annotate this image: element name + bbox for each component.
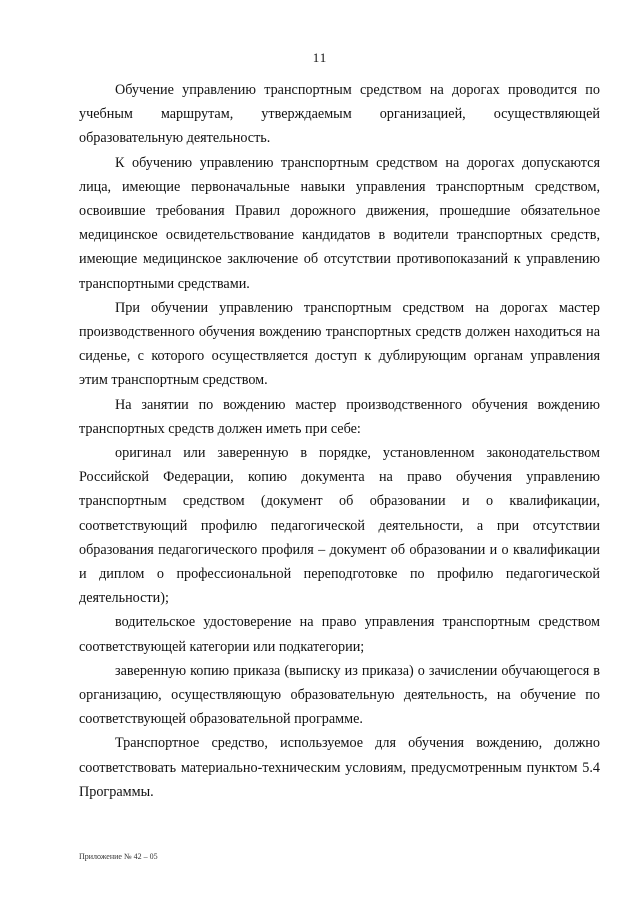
- footer-note: Приложение № 42 – 05: [79, 852, 158, 861]
- paragraph: При обучении управлению транспортным средством на дорогах мастер производственного обучения вождению транспортных средств должен находиться на сиденье, с которого осуществляется доступ к дублирующим органам управления этим транспортным средством.: [79, 299, 600, 389]
- list-item-paragraph: оригинал или заверенную в порядке, установленном законодательством Российской Федерации, копию документа на право обучения управлению транспортным средством (документ об образовании и о квалификации, соответствующий профилю педагогической деятельности, а при отсутствии образования педагогического профиля – документ об образовании и о квалификации и диплом о профессиональной переподготовке по профилю педагогической деятельности);: [79, 445, 600, 607]
- document-body: [79, 78, 600, 804]
- page-number: 11: [312, 50, 328, 65]
- paragraph: К обучению управлению транспортным средством на дорогах допускаются лица, имеющие первоначальные навыки управления транспортным средством, освоившие требования Правил дорожного движения, прошедшие обязательное медицинское освидетельствование кандидатов в водители транспортных средств, имеющие медицинское заключение об отсутствии противопоказаний к управлению транспортными средствами.: [79, 154, 600, 292]
- paragraph: Обучение управлению транспортным средством на дорогах проводится по учебным маршрутам, утверждаемым организацией, осуществляющей образовательную деятельность.: [79, 82, 600, 147]
- list-item-paragraph: заверенную копию приказа (выписку из приказа) о зачислении обучающегося в организацию, осуществляющую образовательную деятельность, на обучение по соответствующей образовательной программе.: [79, 662, 600, 728]
- list-item-paragraph: водительское удостоверение на право управления транспортным средством соответствующей категории или подкатегории;: [79, 614, 600, 655]
- paragraph: Транспортное средство, используемое для обучения вождению, должно соответствовать материально-техническим условиям, предусмотренным пунктом 5.4 Программы.: [79, 735, 600, 800]
- paragraph: На занятии по вождению мастер производственного обучения вождению транспортных средств должен иметь при себе:: [79, 396, 600, 437]
